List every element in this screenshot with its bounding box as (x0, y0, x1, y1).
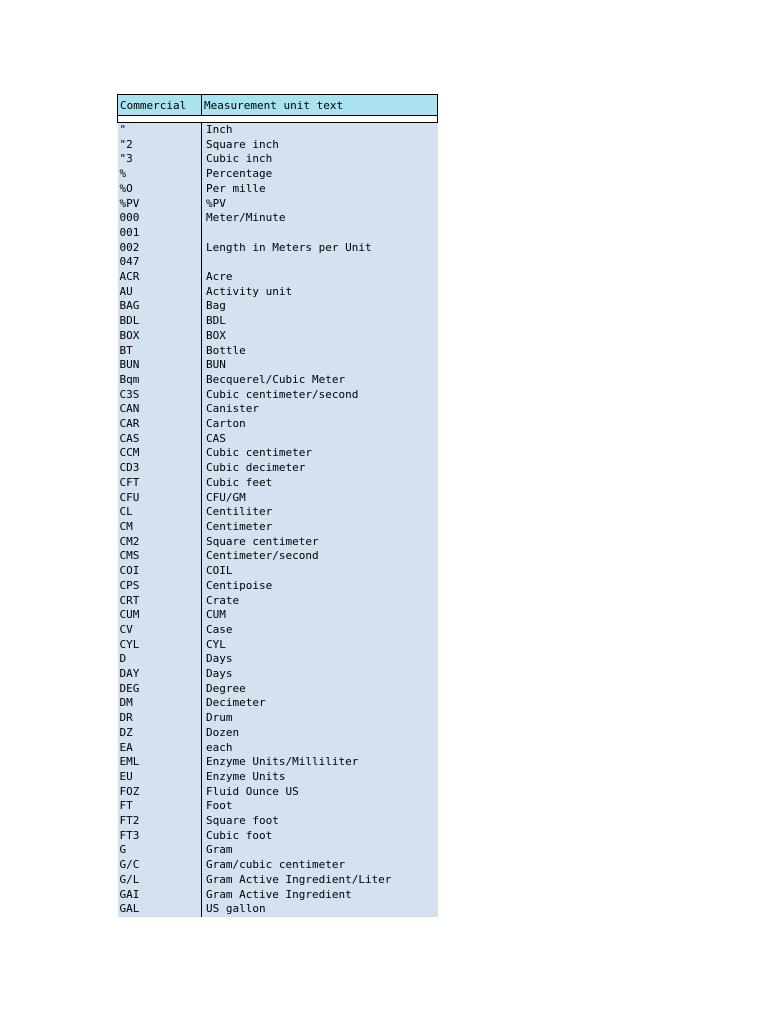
unit-text: BOX (202, 329, 438, 344)
unit-code: %O (118, 182, 202, 197)
table-row (118, 197, 438, 212)
unit-code: CD3 (118, 461, 202, 476)
unit-code: C3S (118, 388, 202, 403)
unit-code: "2 (118, 138, 202, 153)
unit-code: %PV (118, 197, 202, 212)
table-row (118, 314, 438, 329)
unit-code: CAN (118, 402, 202, 417)
unit-code: GAI (118, 888, 202, 903)
unit-code: AU (118, 285, 202, 300)
table-row (118, 226, 438, 241)
spacer-cell (118, 116, 438, 123)
unit-text: Centiliter (202, 505, 438, 520)
unit-text: Centimeter (202, 520, 438, 535)
table-row (118, 520, 438, 535)
unit-code: CAS (118, 432, 202, 447)
table-row (118, 770, 438, 785)
table-row (118, 138, 438, 153)
table-row (118, 446, 438, 461)
table-row (118, 638, 438, 653)
unit-text: Cubic feet (202, 476, 438, 491)
unit-text: Enzyme Units (202, 770, 438, 785)
unit-text: Cubic foot (202, 829, 438, 844)
unit-table (117, 94, 438, 917)
unit-code: CL (118, 505, 202, 520)
unit-text: Centipoise (202, 579, 438, 594)
unit-code: EU (118, 770, 202, 785)
unit-text: Length in Meters per Unit (202, 241, 438, 256)
unit-text: Foot (202, 799, 438, 814)
table-row (118, 682, 438, 697)
unit-code: BAG (118, 299, 202, 314)
unit-text: Carton (202, 417, 438, 432)
unit-text: Gram Active Ingredient (202, 888, 438, 903)
header-commercial: Commercial (118, 95, 202, 116)
table-row (118, 491, 438, 506)
unit-text: Enzyme Units/Milliliter (202, 755, 438, 770)
unit-code: "3 (118, 152, 202, 167)
unit-code: DEG (118, 682, 202, 697)
unit-text: Meter/Minute (202, 211, 438, 226)
table-row (118, 285, 438, 300)
table-row (118, 829, 438, 844)
unit-text: Square centimeter (202, 535, 438, 550)
unit-text: Bottle (202, 344, 438, 359)
table-row (118, 858, 438, 873)
table-row (118, 535, 438, 550)
unit-text: Gram Active Ingredient/Liter (202, 873, 438, 888)
unit-code: 002 (118, 241, 202, 256)
unit-text (202, 255, 438, 270)
unit-code: " (118, 123, 202, 138)
unit-code: CFT (118, 476, 202, 491)
table-row (118, 755, 438, 770)
table-row (118, 299, 438, 314)
unit-code: EML (118, 755, 202, 770)
table-row (118, 241, 438, 256)
unit-code: COI (118, 564, 202, 579)
unit-code: CFU (118, 491, 202, 506)
table-row (118, 152, 438, 167)
unit-text: Per mille (202, 182, 438, 197)
unit-text: Case (202, 623, 438, 638)
unit-code: % (118, 167, 202, 182)
unit-text: Centimeter/second (202, 549, 438, 564)
table-row (118, 402, 438, 417)
table-row (118, 814, 438, 829)
unit-text: Cubic centimeter (202, 446, 438, 461)
table-row (118, 123, 438, 138)
table-row (118, 417, 438, 432)
unit-text: Cubic decimeter (202, 461, 438, 476)
table-row (118, 799, 438, 814)
table-row (118, 344, 438, 359)
table-row (118, 211, 438, 226)
unit-code: DAY (118, 667, 202, 682)
unit-text: Bag (202, 299, 438, 314)
unit-code: 001 (118, 226, 202, 241)
unit-text: COIL (202, 564, 438, 579)
unit-text (202, 226, 438, 241)
table-body (118, 123, 438, 917)
unit-text: %PV (202, 197, 438, 212)
unit-code: BOX (118, 329, 202, 344)
unit-text: BUN (202, 358, 438, 373)
table-row (118, 579, 438, 594)
unit-text: BDL (202, 314, 438, 329)
table-row (118, 741, 438, 756)
unit-code: BT (118, 344, 202, 359)
header-spacer (118, 116, 438, 123)
table-row (118, 608, 438, 623)
unit-code: DR (118, 711, 202, 726)
table-row (118, 358, 438, 373)
table-row (118, 255, 438, 270)
unit-code: D (118, 652, 202, 667)
unit-text: Activity unit (202, 285, 438, 300)
table-row (118, 476, 438, 491)
table-row (118, 726, 438, 741)
unit-text: Canister (202, 402, 438, 417)
unit-text: Crate (202, 594, 438, 609)
unit-text: Fluid Ounce US (202, 785, 438, 800)
unit-text: Acre (202, 270, 438, 285)
unit-code: G (118, 843, 202, 858)
header-row (118, 95, 438, 116)
table-row (118, 549, 438, 564)
table-row (118, 623, 438, 638)
unit-code: GAL (118, 902, 202, 917)
table-row (118, 594, 438, 609)
unit-code: FT (118, 799, 202, 814)
table-row (118, 843, 438, 858)
table-header (118, 95, 438, 123)
unit-text: Cubic inch (202, 152, 438, 167)
header-measurement-unit-text: Measurement unit text (202, 95, 438, 116)
table-row (118, 652, 438, 667)
unit-text: Cubic centimeter/second (202, 388, 438, 403)
table-row (118, 888, 438, 903)
unit-text: Days (202, 667, 438, 682)
table-row (118, 388, 438, 403)
unit-code: FT2 (118, 814, 202, 829)
unit-text: each (202, 741, 438, 756)
unit-code: CM (118, 520, 202, 535)
unit-code: FT3 (118, 829, 202, 844)
unit-code: BUN (118, 358, 202, 373)
unit-text: Becquerel/Cubic Meter (202, 373, 438, 388)
unit-code: Bqm (118, 373, 202, 388)
unit-code: CMS (118, 549, 202, 564)
unit-code: BDL (118, 314, 202, 329)
unit-code: DZ (118, 726, 202, 741)
unit-text: US gallon (202, 902, 438, 917)
table-row (118, 167, 438, 182)
unit-text: CFU/GM (202, 491, 438, 506)
unit-code: ACR (118, 270, 202, 285)
table-row (118, 873, 438, 888)
unit-code: CRT (118, 594, 202, 609)
unit-text: CAS (202, 432, 438, 447)
table-row (118, 461, 438, 476)
unit-code: CYL (118, 638, 202, 653)
table-row (118, 667, 438, 682)
unit-code: FOZ (118, 785, 202, 800)
unit-text: Days (202, 652, 438, 667)
unit-code: CUM (118, 608, 202, 623)
table-row (118, 902, 438, 917)
unit-code: EA (118, 741, 202, 756)
table-row (118, 564, 438, 579)
table-row (118, 270, 438, 285)
unit-text: Drum (202, 711, 438, 726)
unit-code: CCM (118, 446, 202, 461)
unit-text: Square inch (202, 138, 438, 153)
table-row (118, 505, 438, 520)
unit-code: DM (118, 696, 202, 711)
unit-text: Gram (202, 843, 438, 858)
unit-text: Decimeter (202, 696, 438, 711)
unit-code: CV (118, 623, 202, 638)
unit-text: Inch (202, 123, 438, 138)
table-row (118, 373, 438, 388)
unit-code: 047 (118, 255, 202, 270)
unit-code: CM2 (118, 535, 202, 550)
unit-text: Square foot (202, 814, 438, 829)
table-row (118, 696, 438, 711)
table-row (118, 432, 438, 447)
unit-text: Gram/cubic centimeter (202, 858, 438, 873)
unit-text: CYL (202, 638, 438, 653)
unit-code: G/L (118, 873, 202, 888)
unit-code: 000 (118, 211, 202, 226)
table-row (118, 329, 438, 344)
unit-code: CPS (118, 579, 202, 594)
unit-text: Dozen (202, 726, 438, 741)
unit-code: CAR (118, 417, 202, 432)
unit-text: Percentage (202, 167, 438, 182)
table-row (118, 182, 438, 197)
table-row (118, 711, 438, 726)
unit-text: Degree (202, 682, 438, 697)
unit-code: G/C (118, 858, 202, 873)
table-row (118, 785, 438, 800)
unit-text: CUM (202, 608, 438, 623)
